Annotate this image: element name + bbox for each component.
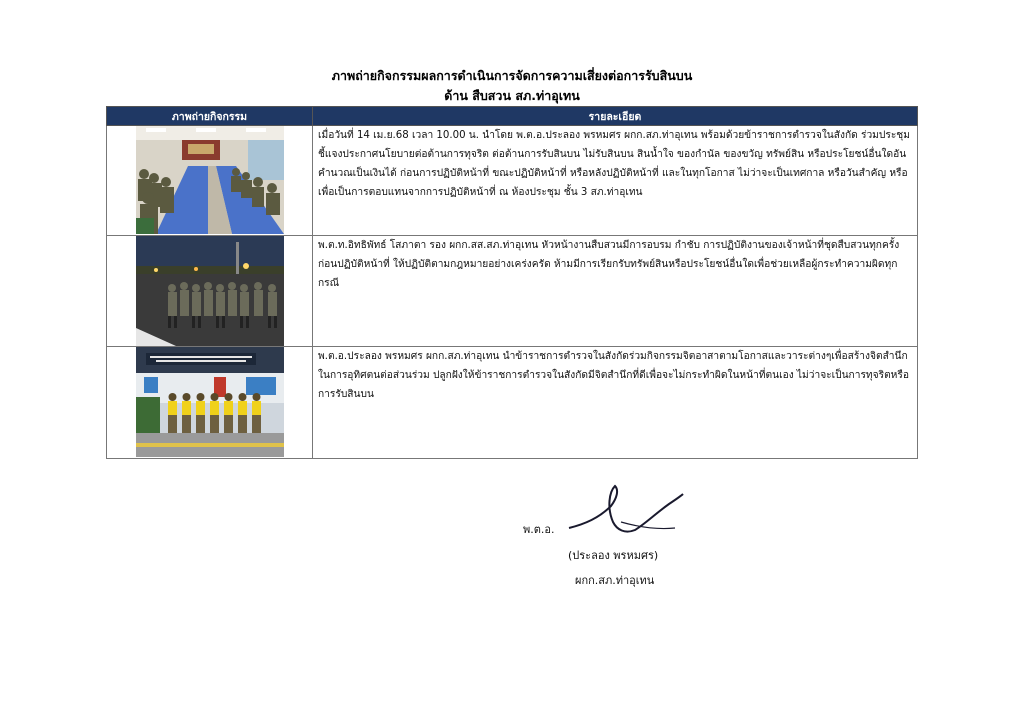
table-row bbox=[107, 126, 918, 236]
station-group-photo bbox=[136, 347, 284, 457]
table-row bbox=[107, 236, 918, 347]
column-header-photo: ภาพถ่ายกิจกรรม bbox=[107, 107, 313, 126]
meeting-room-photo bbox=[136, 126, 284, 234]
handwritten-signature bbox=[565, 478, 685, 542]
document-subtitle: ด้าน สืบสวน สภ.ท่าอุเทน bbox=[444, 88, 580, 103]
signature-position: ผกก.สภ.ท่าอุเทน bbox=[575, 574, 655, 587]
detail-cell bbox=[313, 236, 918, 347]
activity-detail-text: พ.ต.อ.ประลอง พรหมศร ผกก.สภ.ท่าอุเทน นำข้าราชการตำรวจในสังกัดร่วมกิจกรรมจิตอาสาตามโอกาสและวาระต่างๆเพื่อสร้างจิตสำนึกในการอุทิศตนต่อส่วนร่วม ปลูกฝังให้ข้าราชการตำรวจในสังกัดมีจิตสำนึกที่ดีเพื่อจะไม่กระทำผิดในหน้าที่ตนเอง ไม่ว่าจะเป็นการทุจริตหรือการรับสินบน bbox=[318, 351, 909, 400]
signature-block bbox=[0, 470, 1024, 590]
activity-detail-text: พ.ต.ท.อิทธิพัทธ์ โสภาตา รอง ผกก.สส.สภ.ท่าอุเทน หัวหน้างานสืบสวนมีการอบรม กำชับ การปฏิบัติงานของเจ้าหน้าที่ชุดสืบสวนทุกครั้งก่อนปฏิบัติหน้าที่ ให้ปฏิบัติตามกฎหมายอย่างเคร่งครัด ห้ามมีการเรียกรับทรัพย์สินหรือประโยชน์อื่นใดเพื่อช่วยเหลือผู้กระทำความผิดทุกกรณี bbox=[318, 240, 900, 289]
night-briefing-photo bbox=[136, 236, 284, 346]
table-header-row bbox=[107, 107, 918, 126]
signature-rank: พ.ต.อ. bbox=[523, 523, 555, 536]
signature-name: (ประลอง พรหมศร) bbox=[568, 549, 659, 562]
detail-cell bbox=[313, 347, 918, 459]
activity-detail-text: เมื่อวันที่ 14 เม.ย.68 เวลา 10.00 น. นำโดย พ.ต.อ.ประลอง พรหมศร ผกก.สภ.ท่าอุเทน พร้อมด้วยข้าราชการตำรวจในสังกัด ร่วมประชุมชี้แจงประกาศนโยบายต่อต้านการทุจริต ต่อต้านการรับสินบน ไม่รับสินบน สินน้ำใจ ของกำนัล ของขวัญ ทรัพย์สิน หรือประโยชน์อื่นใดอันคำนวณเป็นเงินได้ ก่อนการปฏิบัติหน้าที่ ขณะปฏิบัติหน้าที่ หรือหลังปฏิบัติหน้าที่ และในทุกโอกาส ไม่ว่าจะเป็นเทศกาล หรือวันสำคัญ หรือเพื่อเป็นการตอบแทนจากการปฏิบัติหน้าที่ ณ ห้องประชุม ชั้น 3 สภ.ท่าอุเทน bbox=[318, 130, 910, 198]
column-header-detail: รายละเอียด bbox=[313, 107, 918, 126]
activity-table bbox=[106, 106, 918, 459]
photo-cell bbox=[107, 347, 313, 459]
table-row bbox=[107, 347, 918, 459]
detail-cell bbox=[313, 126, 918, 236]
photo-cell bbox=[107, 236, 313, 347]
photo-cell bbox=[107, 126, 313, 236]
document-title: ภาพถ่ายกิจกรรมผลการดำเนินการจัดการความเสี่ยงต่อการรับสินบน bbox=[331, 68, 693, 83]
